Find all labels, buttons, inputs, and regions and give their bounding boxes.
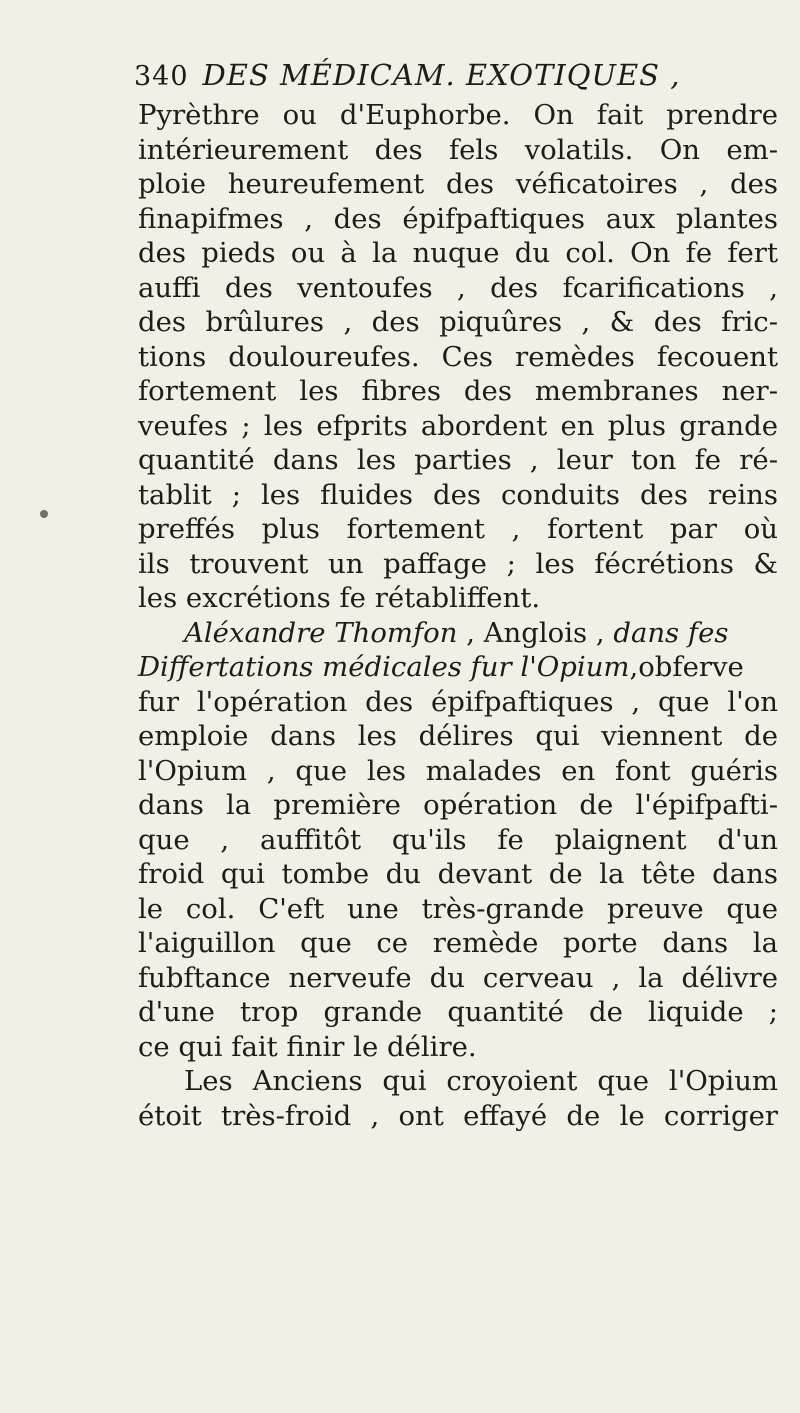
text-fragment-italic: dans fes bbox=[613, 616, 729, 649]
text-line: preffés plus fortement , fortent par où bbox=[138, 513, 778, 545]
text-line: finapifmes , des épifpaftiques aux plantes bbox=[138, 202, 778, 235]
text-line: fortement les fibres des membranes ner- bbox=[138, 375, 778, 407]
text-line bbox=[138, 616, 778, 651]
text-line: ploie heureufement des véficatoires , des bbox=[138, 168, 778, 200]
text-line: ce qui fait finir le délire. bbox=[138, 1030, 477, 1063]
text-line: dans la première opération de l'épifpafti- bbox=[138, 789, 778, 821]
running-title: DES MÉDICAM. EXOTIQUES , bbox=[202, 58, 681, 92]
running-head bbox=[134, 58, 774, 98]
text-line: emploie dans les délires qui viennent de bbox=[138, 720, 778, 752]
text-line: que , auffitôt qu'ils fe plaignent d'un bbox=[138, 823, 778, 856]
text-line: des brûlures , des piquûres , & des fric- bbox=[138, 306, 778, 338]
text-line: tions douloureufes. Ces remèdes fecouent bbox=[138, 340, 778, 373]
work-title: Differtations médicales fur l'Opium bbox=[138, 651, 630, 683]
page-number: 340 bbox=[134, 61, 189, 92]
text-line bbox=[138, 650, 778, 685]
ink-speck bbox=[40, 510, 48, 518]
text-line: auffi des ventoufes , des fcarifications , bbox=[138, 271, 778, 304]
text-line: les excrétions fe rétabliffent. bbox=[138, 582, 541, 614]
text-line: le col. C'eft une très-grande preuve que bbox=[138, 892, 778, 925]
text-fragment: , Anglois , bbox=[457, 616, 614, 649]
text-line: des pieds ou à la nuque du col. On fe fert bbox=[138, 237, 778, 269]
author-name: Aléxandre Thomfon bbox=[184, 616, 458, 649]
body-text bbox=[138, 98, 778, 1133]
text-line: veufes ; les efprits abordent en plus grande bbox=[138, 409, 778, 442]
text-line: fur l'opération des épifpaftiques , que l'on bbox=[138, 685, 778, 718]
text-fragment: ,obferve bbox=[629, 651, 744, 683]
text-line: ils trouvent un paffage ; les fécrétions & bbox=[138, 547, 778, 580]
text-line: l'Opium , que les malades en font guéris bbox=[138, 754, 778, 787]
text-line: l'aiguillon que ce remède porte dans la bbox=[138, 927, 778, 959]
text-line: intérieurement des fels volatils. On em- bbox=[138, 133, 778, 166]
text-line: quantité dans les parties , leur ton fe ré- bbox=[138, 444, 778, 476]
text-line: étoit très-froid , ont effayé de le corriger bbox=[138, 1099, 778, 1132]
text-line: fubftance nerveufe du cerveau , la délivre bbox=[138, 961, 778, 994]
text-line: tablit ; les fluides des conduits des reins bbox=[138, 478, 778, 511]
text-line: d'une trop grande quantité de liquide ; bbox=[138, 996, 778, 1028]
text-line: froid qui tombe du devant de la tête dans bbox=[138, 858, 778, 890]
text-line: Les Anciens qui croyoient que l'Opium bbox=[184, 1065, 778, 1097]
text-line: Pyrèthre ou d'Euphorbe. On fait prendre bbox=[138, 99, 778, 131]
